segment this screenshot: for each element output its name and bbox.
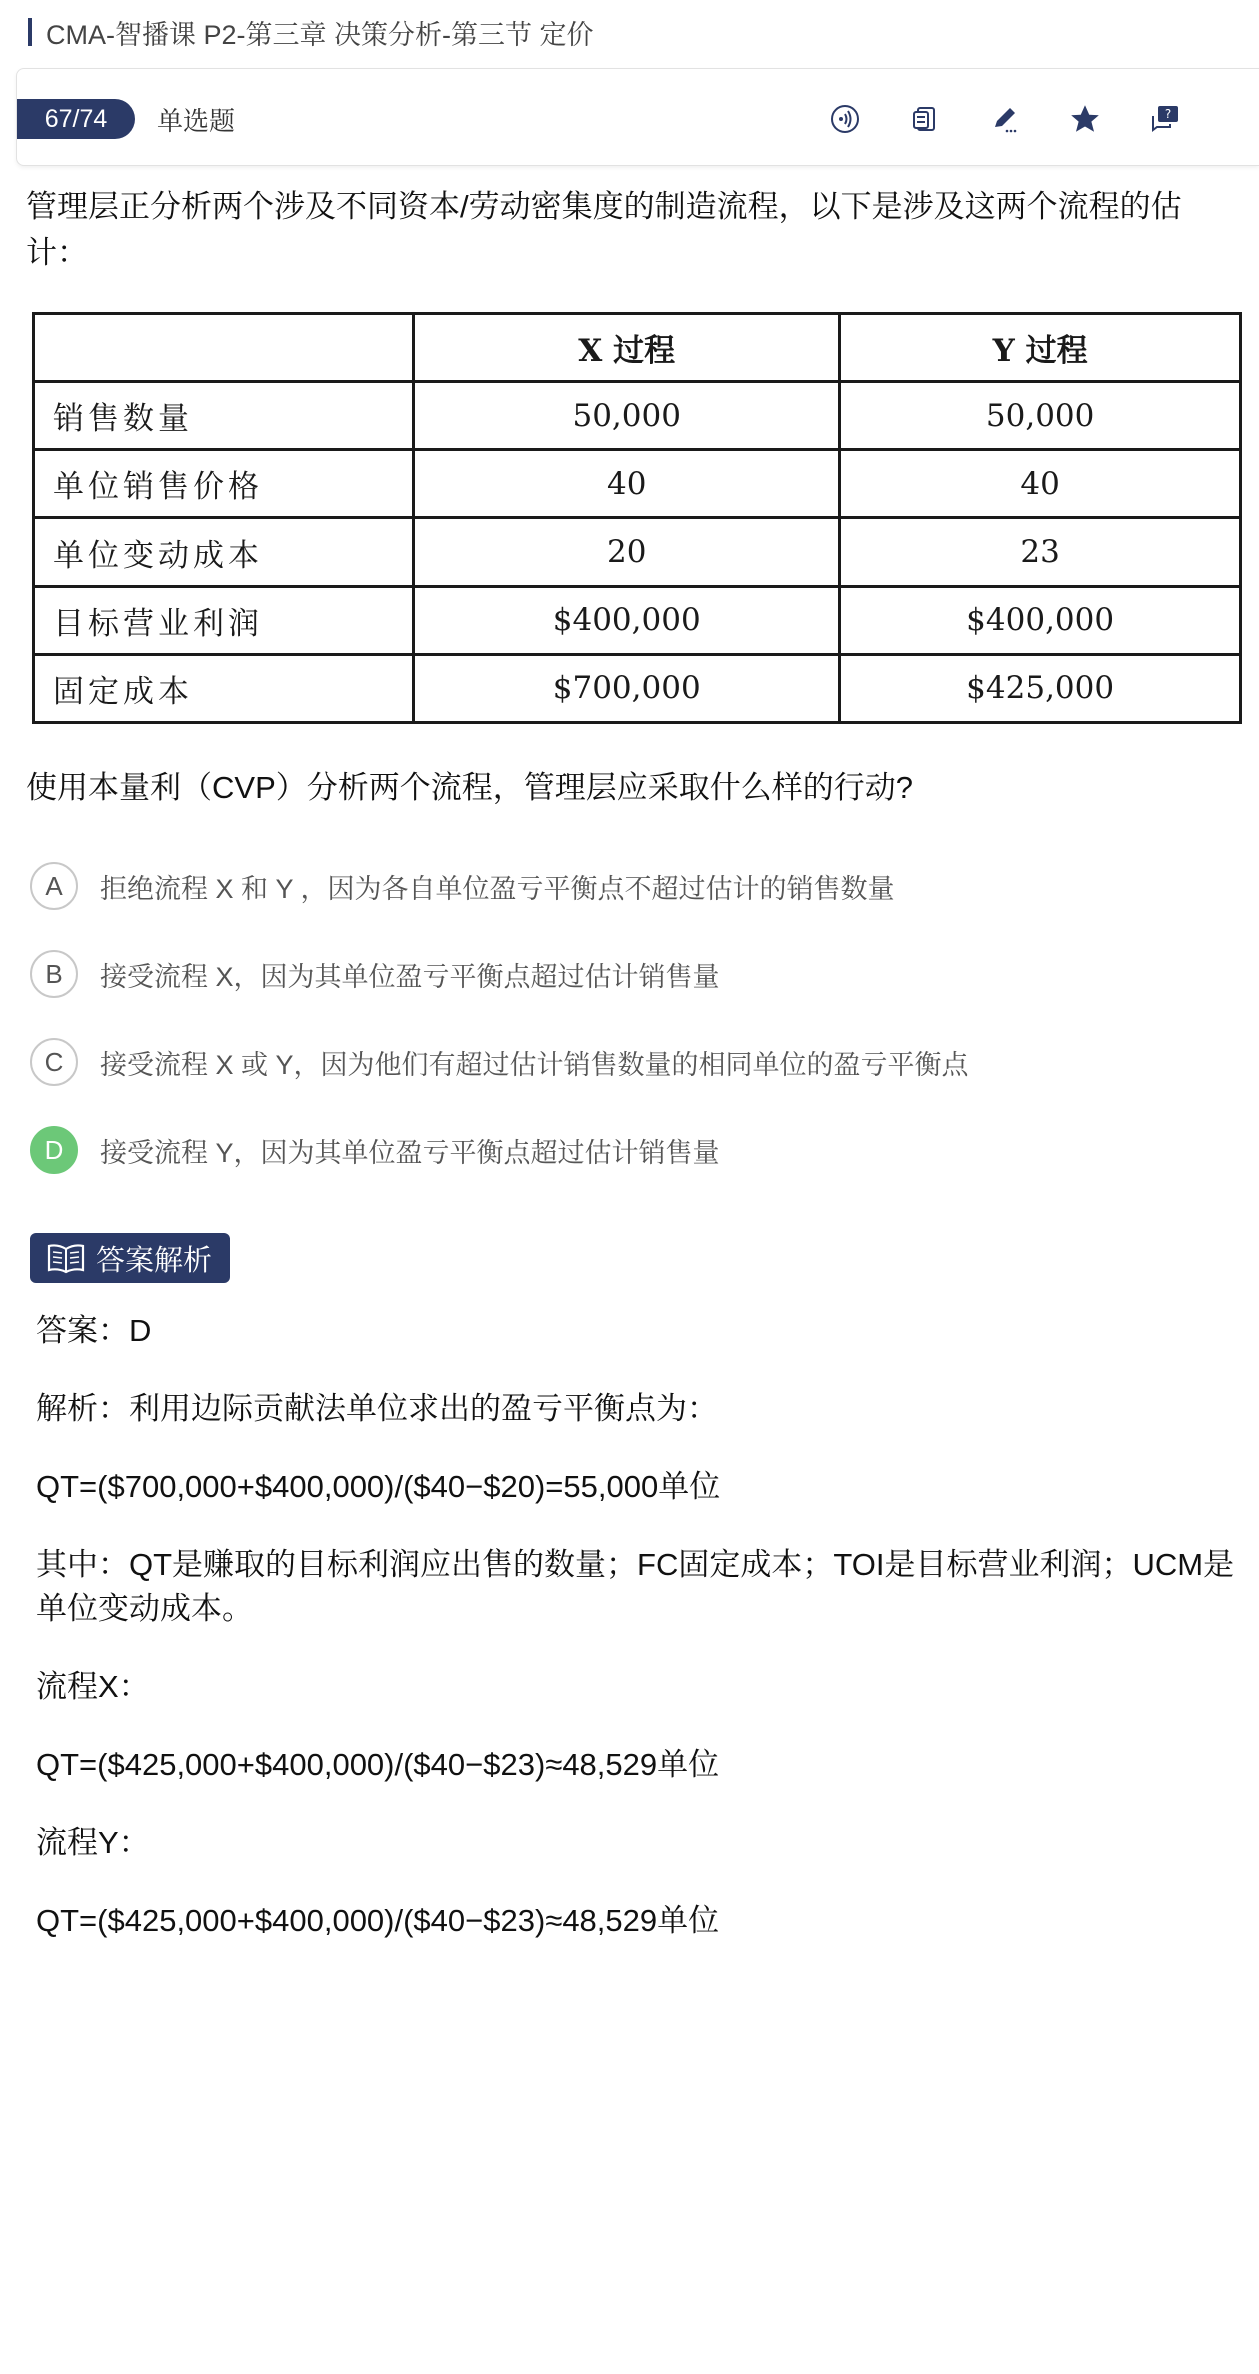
audio-icon[interactable] — [823, 97, 867, 141]
analysis-badge-label: 答案解析 — [96, 1244, 213, 1277]
option-a[interactable] — [30, 861, 895, 911]
row-label: 单位销售价格 — [34, 450, 414, 518]
option-letter-correct[interactable]: D — [30, 1126, 78, 1174]
question-type-label: 单选题 — [157, 105, 236, 136]
row-label: 固定成本 — [34, 654, 414, 722]
toolbar-icons — [17, 97, 1259, 141]
table-row — [34, 518, 1241, 586]
table-cell: 40 — [414, 450, 840, 518]
table-row — [34, 586, 1241, 654]
question-progress-badge: 67/74 — [17, 99, 135, 139]
breadcrumb — [28, 12, 594, 52]
row-label: 单位变动成本 — [34, 518, 414, 586]
question-header — [16, 68, 1259, 166]
option-text[interactable]: 拒绝流程 X 和 Y ，因为各自单位盈亏平衡点不超过估计的销售数量 — [100, 873, 895, 904]
analysis-intro: 解析：利用边际贡献法单位求出的盈亏平衡点为： — [36, 1391, 718, 1426]
answer-line: 答案：D — [36, 1313, 152, 1348]
table-cell: 50,000 — [414, 382, 840, 450]
option-text[interactable]: 接受流程 X，因为其单位盈亏平衡点超过估计销售量 — [100, 961, 720, 992]
table-cell: 20 — [414, 518, 840, 586]
breadcrumb-accent-bar — [28, 18, 32, 46]
question-feedback-icon[interactable] — [1143, 97, 1187, 141]
table-cell: $700,000 — [414, 654, 840, 722]
flow-y-label: 流程Y： — [36, 1825, 150, 1860]
page-title: CMA-智播课 P2-第三章 决策分析-第三节 定价 — [46, 19, 594, 50]
table-row — [34, 654, 1241, 722]
table-cell: $400,000 — [414, 586, 840, 654]
option-letter[interactable]: C — [30, 1038, 78, 1086]
option-letter[interactable]: A — [30, 862, 78, 910]
table-row — [34, 382, 1241, 450]
option-d[interactable] — [30, 1125, 720, 1175]
option-letter[interactable]: B — [30, 950, 78, 998]
star-favorite-icon[interactable] — [1063, 97, 1107, 141]
table-header-cell: Y 过程 — [840, 314, 1241, 382]
question-prompt: 使用本量利（CVP）分析两个流程，管理层应采取什么样的行动? — [26, 770, 913, 805]
option-text[interactable]: 接受流程 Y，因为其单位盈亏平衡点超过估计销售量 — [100, 1137, 720, 1168]
formula-line: QT=($425,000+$400,000)/($40−$23)≈48,529单位 — [36, 1903, 720, 1938]
option-b[interactable] — [30, 949, 720, 999]
open-book-icon — [46, 1241, 86, 1275]
estimates-table — [32, 312, 1242, 724]
row-label: 销售数量 — [34, 382, 414, 450]
table-header-row — [34, 314, 1241, 382]
question-stem: 管理层正分析两个涉及不同资本/劳动密集度的制造流程，以下是涉及这两个流程的估计： — [26, 189, 1182, 270]
table-cell: $425,000 — [840, 654, 1241, 722]
option-text[interactable]: 接受流程 X 或 Y，因为他们有超过估计销售数量的相同单位的盈亏平衡点 — [100, 1049, 969, 1080]
svg-text:?: ? — [1164, 107, 1172, 121]
edit-note-icon[interactable] — [983, 97, 1027, 141]
explanation-paragraph: 其中：QT是赚取的目标利润应出售的数量；FC固定成本；TOI是目标营业利润；UCM是单位变动成本。 — [36, 1547, 1235, 1626]
table-header-cell — [34, 314, 414, 382]
option-c[interactable] — [30, 1037, 969, 1087]
table-cell: 23 — [840, 518, 1241, 586]
table-row — [34, 450, 1241, 518]
table-header-cell: X 过程 — [414, 314, 840, 382]
formula-line: QT=($700,000+$400,000)/($40−$20)=55,000单位 — [36, 1469, 721, 1504]
table-cell: 40 — [840, 450, 1241, 518]
formula-line: QT=($425,000+$400,000)/($40−$23)≈48,529单位 — [36, 1747, 720, 1782]
row-label: 目标营业利润 — [34, 586, 414, 654]
table-cell: $400,000 — [840, 586, 1241, 654]
table-cell: 50,000 — [840, 382, 1241, 450]
note-card-icon[interactable] — [903, 97, 947, 141]
analysis-badge — [30, 1233, 230, 1283]
flow-x-label: 流程X： — [36, 1669, 150, 1704]
